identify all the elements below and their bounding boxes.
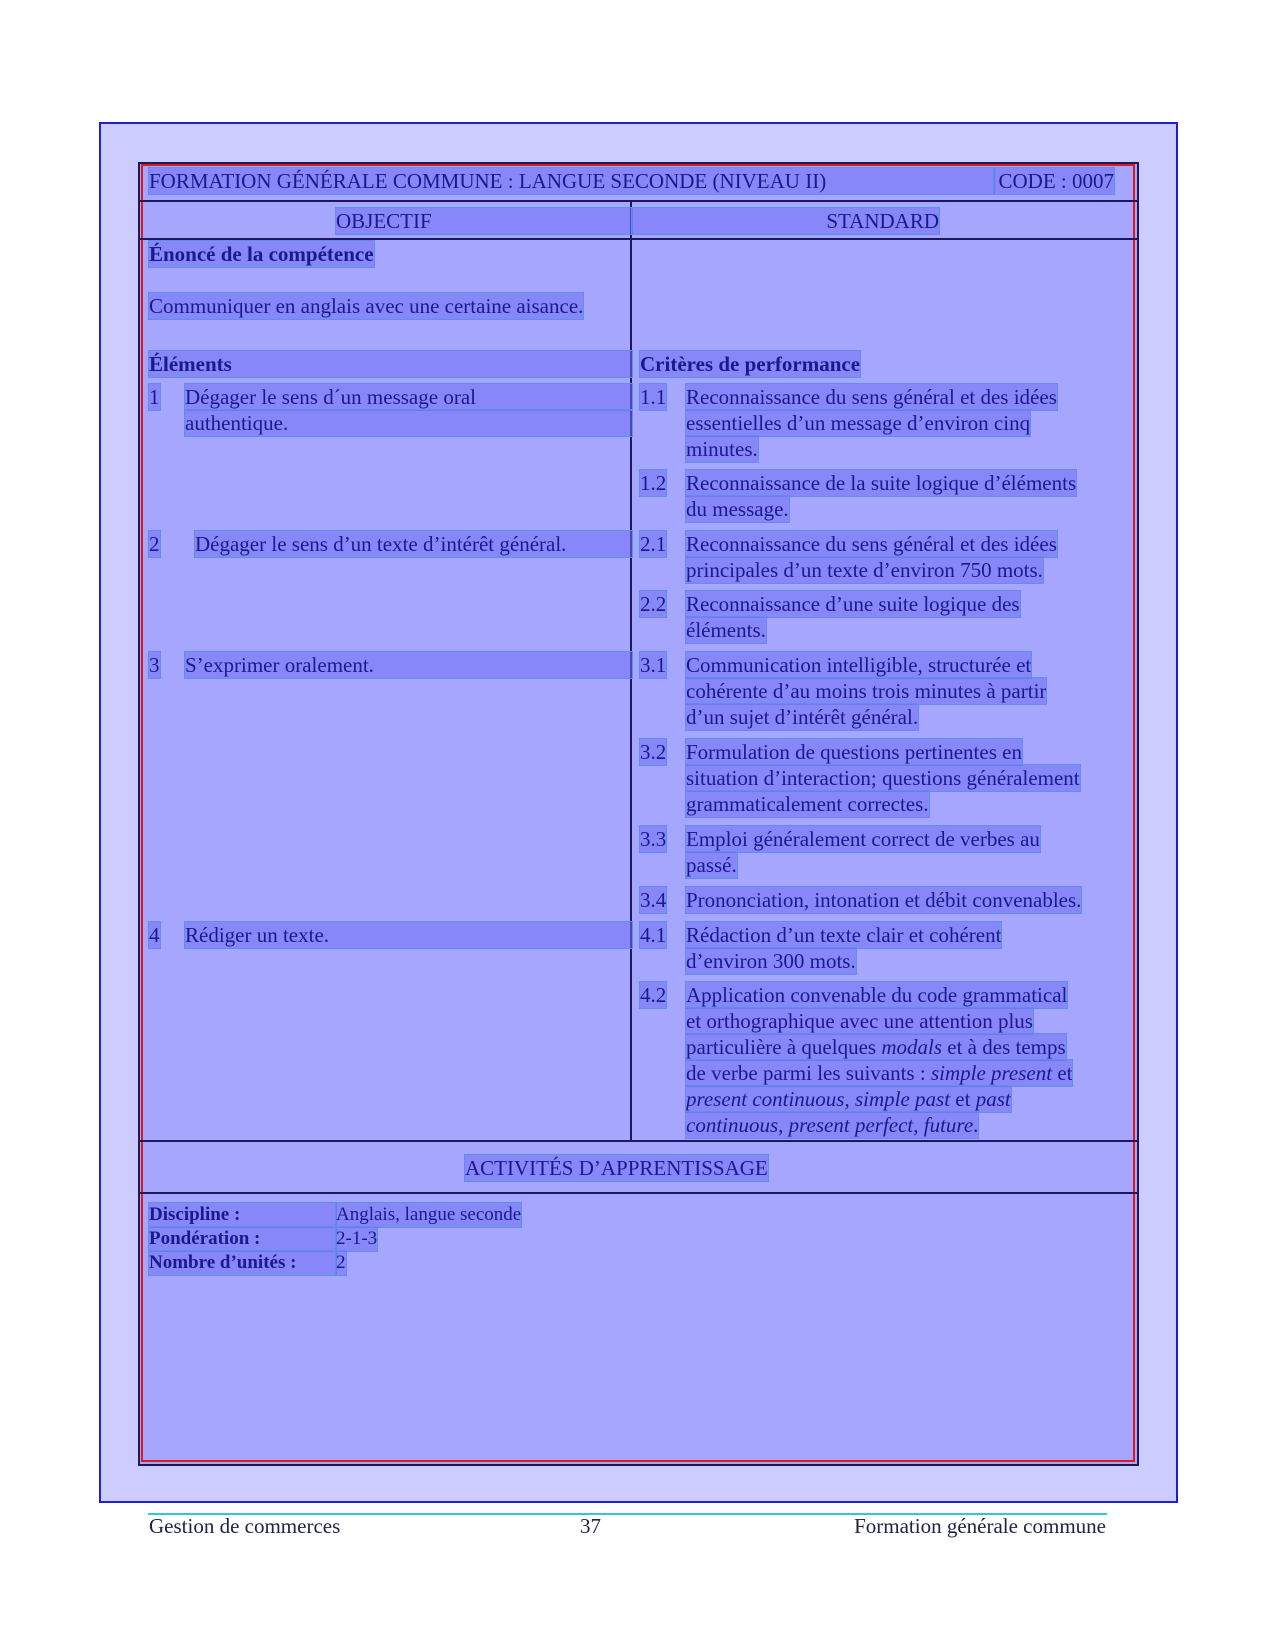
text-run: particulière à quelques (686, 1035, 882, 1059)
discipline-value: Anglais, langue seconde (336, 1204, 522, 1225)
text-run-italic: past (975, 1087, 1011, 1111)
criterion-text-line: du message. (686, 497, 789, 521)
rule-columns (140, 238, 1137, 240)
activities-heading: ACTIVITÉS D’APPRENTISSAGE (465, 1156, 768, 1180)
rule-header (140, 200, 1137, 202)
footer-section: Formation générale commune (854, 1514, 1106, 1538)
text-run: et à des temps (942, 1035, 1066, 1059)
discipline-label: Discipline : (149, 1203, 336, 1227)
criterion-text-line: Reconnaissance de la suite logique d’éléments (686, 471, 1077, 495)
element-text-line: Dégager le sens d’un texte d’intérêt général. (195, 531, 632, 557)
text-run-italic: modals (881, 1035, 943, 1059)
criterion-text-line: Reconnaissance du sens général et des idées (686, 385, 1057, 409)
elements-heading: Éléments (149, 351, 632, 377)
criterion-text-line: Prononciation, intonation et débit convenables. (686, 888, 1082, 912)
text-run-italic: simple present (930, 1061, 1053, 1085)
criterion-number: 4.1 (640, 923, 667, 947)
criterion-text-line (686, 1034, 1066, 1060)
criterion-text-line: Communication intelligible, structurée et (686, 653, 1032, 677)
criterion-text-line: minutes. (686, 437, 758, 461)
rule-activities-bottom (140, 1192, 1137, 1194)
text-run: et (1052, 1061, 1073, 1085)
document-title: FORMATION GÉNÉRALE COMMUNE : LANGUE SECONDE (NIVEAU II) (149, 168, 994, 194)
element-number: 4 (149, 923, 160, 947)
criterion-text-line: Emploi généralement correct de verbes au (686, 827, 1040, 851)
criterion-text-line: Rédaction d’un texte clair et cohérent (686, 923, 1002, 947)
column-header-standard: STANDARD (632, 208, 939, 234)
text-run: de verbe parmi les suivants : (686, 1061, 931, 1085)
element-number: 2 (149, 532, 160, 556)
criterion-text-line: essentielles d’un message d’environ cinq (686, 411, 1031, 435)
criterion-text-line: Reconnaissance d’une suite logique des (686, 592, 1020, 616)
criterion-number: 1.2 (640, 471, 667, 495)
text-run: . (973, 1113, 979, 1137)
criterion-number: 3.2 (640, 740, 667, 764)
ponderation-label: Pondération : (149, 1227, 336, 1251)
criterion-text-line: Reconnaissance du sens général et des idées (686, 532, 1057, 556)
criterion-text-line: d’environ 300 mots. (686, 949, 856, 973)
text-run: et (950, 1087, 976, 1111)
criterion-text-line (686, 1086, 1011, 1112)
criterion-text-line: et orthographique avec une attention plus (686, 1009, 1033, 1033)
criterion-number: 4.2 (640, 983, 667, 1007)
element-text-line: Dégager le sens d´un message oral (185, 384, 632, 410)
ponderation-value: 2-1-3 (336, 1228, 378, 1249)
element-text-line: authentique. (185, 410, 632, 436)
criterion-text-line: passé. (686, 853, 737, 877)
criterion-number: 3.1 (640, 653, 667, 677)
text-run-italic: present continuous, simple past (686, 1087, 951, 1111)
criterion-number: 3.3 (640, 827, 667, 851)
column-header-objectif: OBJECTIF (336, 208, 632, 234)
element-number: 3 (149, 653, 160, 677)
criterion-text-line: grammaticalement correctes. (686, 792, 929, 816)
criterion-text-line: situation d’interaction; questions généralement (686, 766, 1080, 790)
course-code: CODE : 0007 (994, 168, 1114, 194)
criterion-text-line: éléments. (686, 618, 766, 642)
criteres-heading: Critères de performance (640, 352, 861, 376)
criterion-number: 2.1 (640, 532, 667, 556)
criterion-number: 3.4 (640, 888, 667, 912)
element-text-line: S’exprimer oralement. (185, 652, 632, 678)
criterion-text-line (686, 1060, 1072, 1086)
unites-value: 2 (336, 1252, 346, 1273)
text-run-italic: continuous, present perfect, future (686, 1113, 974, 1137)
criterion-text-line: principales d’un texte d’environ 750 mots. (686, 558, 1043, 582)
criterion-text-line: Formulation de questions pertinentes en (686, 740, 1022, 764)
criterion-number: 1.1 (640, 385, 667, 409)
competence-heading: Énoncé de la compétence (149, 242, 374, 266)
page-number: 37 (580, 1514, 601, 1538)
criterion-text-line: d’un sujet d’intérêt général. (686, 705, 919, 729)
element-text-line: Rédiger un texte. (185, 922, 632, 948)
rule-activities-top (140, 1140, 1137, 1142)
criterion-number: 2.2 (640, 592, 667, 616)
footer-program: Gestion de commerces (149, 1514, 341, 1538)
criterion-text-line: Application convenable du code grammatical (686, 983, 1068, 1007)
criterion-text-line: cohérente d’au moins trois minutes à partir (686, 679, 1047, 703)
element-number: 1 (149, 385, 160, 409)
competence-statement: Communiquer en anglais avec une certaine aisance. (149, 294, 584, 318)
unites-label: Nombre d’unités : (149, 1251, 336, 1275)
criterion-text-line (686, 1112, 978, 1138)
